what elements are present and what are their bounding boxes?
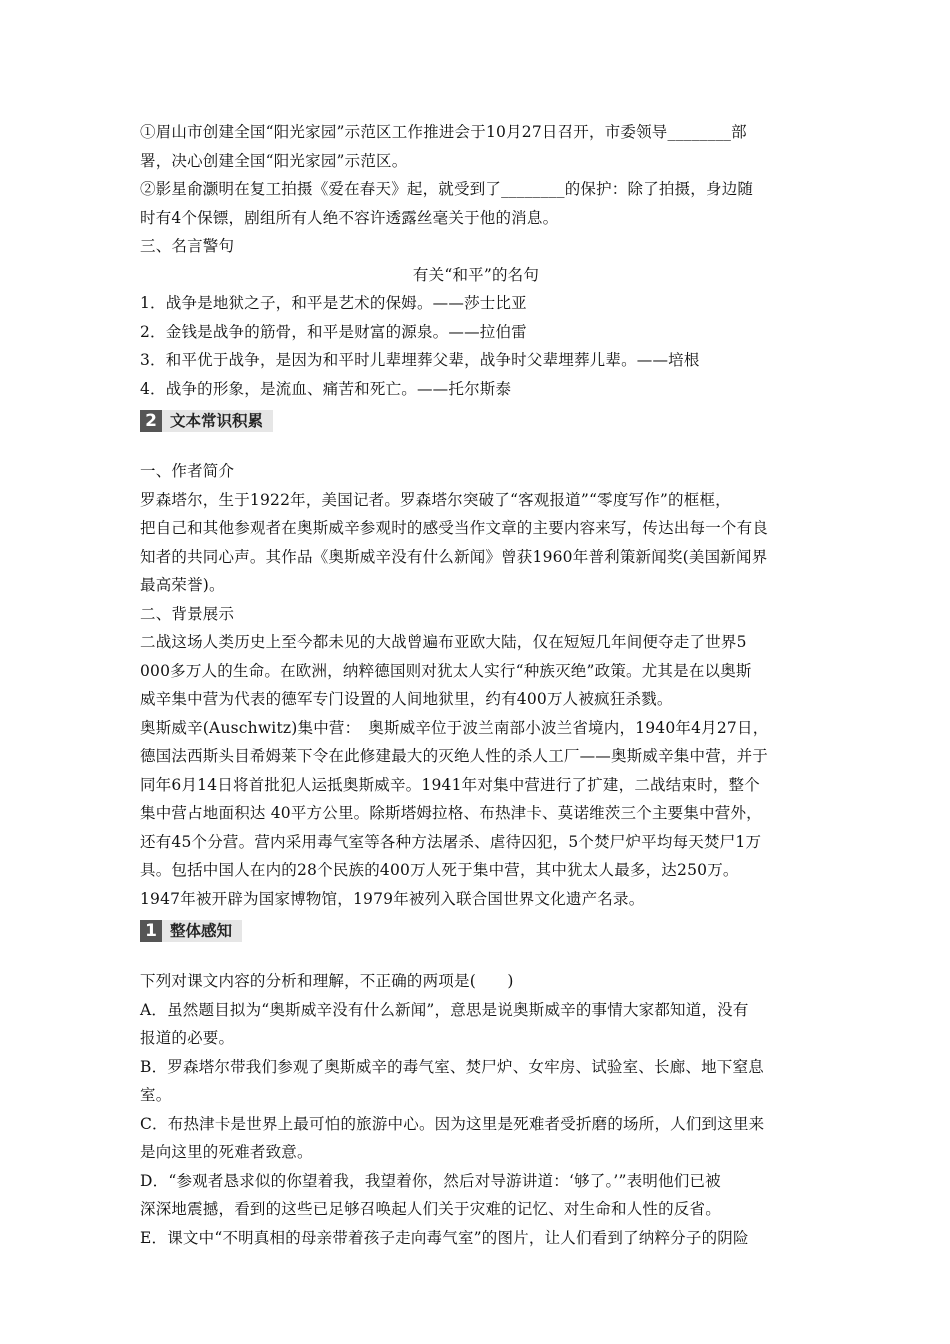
subsection-heading: 三、名言警句 [140,237,235,255]
option-line: D．“参观者恳求似的你望着我，我望着你，然后对导游讲道：‘够了。’”表明他们已被 [140,1171,721,1190]
option-line: B．罗森塔尔带我们参观了奥斯威辛的毒气室、焚尸炉、女牢房、试验室、长廊、地下窒息 [140,1057,764,1076]
section-header-knowledge [140,407,812,437]
quotes-title: 有关“和平”的名句 [412,265,540,284]
section-title: 整体感知 [162,920,242,942]
text-line: 同年6月14日将首批犯人运抵奥斯威辛。1941年对集中营进行了扩建，二战结束时，整个 [140,775,760,794]
text-line: 最高荣誉)。 [140,576,225,594]
text-line: 还有45个分营。营内采用毒气室等各种方法屠杀、虐待囚犯，5个焚尸炉平均每天焚尸1万 [140,832,762,851]
subsection-heading: 二、背景展示 [140,604,235,623]
option-line: A．虽然题目拟为“奥斯威辛没有什么新闻”，意思是说奥斯威辛的事情大家都知道，没有 [140,1000,749,1019]
text-line: 000多万人的生命。在欧洲，纳粹德国则对犹太人实行“种族灭绝”政策。尤其是在以奥斯 [140,661,752,680]
text-line: 罗森塔尔，生于1922年，美国记者。罗森塔尔突破了“客观报道”“零度写作”的框框， [140,490,731,509]
text-line: ②影星俞灏明在复工拍摄《爱在春天》起，就受到了________的保护：除了拍摄，身边随 [140,180,754,198]
text-line: 德国法西斯头目希姆莱下令在此修建最大的灭绝人性的杀人工厂——奥斯威辛集中营，并于 [140,747,769,765]
option-line: 室。 [140,1086,172,1104]
section-title: 文本常识积累 [162,410,273,432]
text-line: 把自己和其他参观者在奥斯威辛参观时的感受当作文章的主要内容来写，传达出每一个有良 [140,519,769,537]
quote-item: 3．和平优于战争，是因为和平时儿辈埋葬父辈，战争时父辈埋葬儿辈。——培根 [140,351,700,369]
text-line: 具。包括中国人在内的28个民族的400万人死于集中营，其中犹太人最多，达250万。 [140,861,739,879]
text-line: 署，决心创建全国“阳光家园”示范区。 [140,151,408,170]
text-line: 威辛集中营为代表的德军专门设置的人间地狱里，约有400万人被疯狂杀戮。 [140,690,673,708]
text-line: 奥斯威辛(Auschwitz)集中营： 奥斯威辛位于波兰南部小波兰省境内，1940年4月27日， [140,718,769,737]
section-number-badge: 1 [140,920,162,942]
option-line: C．布热津卡是世界上最可怕的旅游中心。因为这里是死难者受折磨的场所，人们到这里来 [140,1114,765,1133]
question-stem: 下列对课文内容的分析和理解，不正确的两项是( ) [140,972,514,990]
text-line: 二战这场人类历史上至今都未见的大战曾遍布亚欧大陆，仅在短短几年间便夺走了世界5 [140,633,747,651]
document-page [140,118,812,1252]
quote-item: 2．金钱是战争的筋骨，和平是财富的源泉。——拉伯雷 [140,322,527,341]
text-line: 集中营占地面积达 40平方公里。除斯塔姆拉格、布热津卡、莫诺维茨三个主要集中营外， [140,804,762,822]
section-header-overview [140,917,812,947]
option-line: 深深地震撼，看到的这些已足够召唤起人们关于灾难的记忆、对生命和人性的反省。 [140,1200,721,1218]
option-line: E．课文中“不明真相的母亲带着孩子走向毒气室”的图片，让人们看到了纳粹分子的阴险 [140,1228,749,1247]
text-line: ①眉山市创建全国“阳光家园”示范区工作推进会于10月27日召开，市委领导________部 [140,123,747,141]
section-number-badge: 2 [140,410,162,432]
quote-item: 4．战争的形象，是流血、痛苦和死亡。——托尔斯泰 [140,379,512,398]
text-line: 时有4个保镖，剧组所有人绝不容许透露丝毫关于他的消息。 [140,208,559,227]
quote-item: 1．战争是地狱之子，和平是艺术的保姆。——莎士比亚 [140,294,527,312]
text-line: 1947年被开辟为国家博物馆，1979年被列入联合国世界文化遗产名录。 [140,889,645,908]
option-line: 报道的必要。 [140,1029,235,1047]
subsection-heading: 一、作者简介 [140,462,235,480]
option-line: 是向这里的死难者致意。 [140,1143,313,1161]
text-line: 知者的共同心声。其作品《奥斯威辛没有什么新闻》曾获1960年普利策新闻奖(美国新闻界 [140,547,768,566]
